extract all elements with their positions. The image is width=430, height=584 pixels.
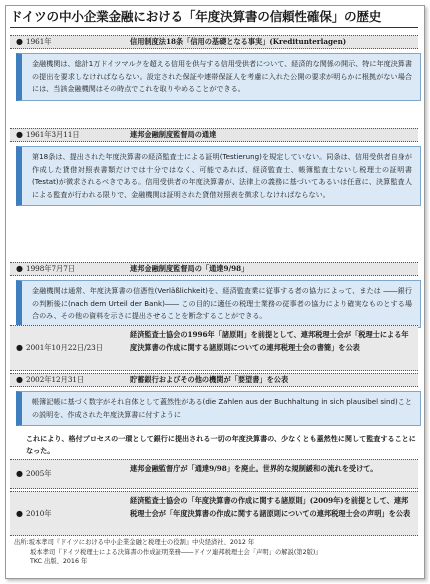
entry-detail-box: 第18条は、提出された年度決算書の経済監査士による証明(Testierung)を規定していない。同条は、信用受供者自身が作成した貸借対照表書類だけでは十分ではなく、可能であれば、経済監査士、帳簿監査士ないし税理士の証明書(Testat)が徴求されるべきである。信用受供者の年度決算書が、法律上の義務に基づいてあるいは任意に、決算監査人による監査が行われる限りで、金融機関は証明された貸借対照表を徴求しなければならない。 bbox=[16, 146, 421, 206]
bullet-icon: ● bbox=[16, 37, 23, 46]
bullet-icon: ● bbox=[16, 264, 23, 273]
entry-date: 1998年7月7日 bbox=[26, 264, 76, 273]
bullet-icon: ● bbox=[16, 469, 23, 478]
source-line-1: 出所:坂本孝司『ドイツにおける中小企業金融と税理士の役割』中央経済社、2012 年 bbox=[14, 539, 255, 546]
timeline-header-2010 bbox=[10, 491, 418, 536]
entry-event: 連邦金融制度監督局の通達 bbox=[130, 130, 217, 139]
bullet-icon: ● bbox=[16, 509, 23, 518]
source-line-3: TKC 出版、2016 年 bbox=[30, 558, 88, 566]
entry-date: 2002年12月31日 bbox=[26, 375, 85, 384]
bullet-icon: ● bbox=[16, 375, 23, 384]
entry-event: 連邦金融制度監督局の「通達9/98」 bbox=[130, 264, 249, 273]
entry-event: 連邦金融監督庁が「通達9/98」を廃止。世界的な規制緩和の流れを受けて。 bbox=[130, 464, 378, 473]
timeline-header-2002 bbox=[10, 373, 418, 387]
timeline-header-2001 bbox=[10, 325, 418, 371]
timeline-header-1961 bbox=[10, 35, 418, 49]
timeline-header-1961-03-11 bbox=[10, 128, 418, 142]
entry-date: 2010年 bbox=[26, 509, 52, 518]
entry-detail-box: 金融機関は、総計1万ドイツマルクを超える信用を供与する信用受供者について、経済的な関係の開示、特に年度決算書の提出を要求しなければならない。設定された保証や連帯保証人を考慮に入れた公開の要求が明らかに根拠がない場合には、当該金融機関はその時点でこれを取りやめることができる。 bbox=[16, 53, 421, 101]
timeline-header-1998 bbox=[10, 262, 418, 276]
entry-date: 2005年 bbox=[26, 469, 52, 478]
entry-date: 1961年 bbox=[26, 37, 52, 46]
figure-title: ドイツの中小企業金融における「年度決算書の信頼性確保」の歴史 bbox=[10, 9, 382, 24]
entry-event: 経済監査士協会の「年度決算書の作成に関する諸原則」(2009年)を前提として、連邦税理士会が「年度決算書の作成に関する諸原則についての連邦税理士会の声明」を公表 bbox=[130, 496, 411, 518]
entry-detail-box: 金融機関は通常、年度決算書の信憑性(Verläßlichkeit)を、経済監査業に従事する者の協力によって、または ――銀行の判断後に(nach dem Urteil der Bank)―― この目的に適任の税理士業務の従事者の協力により確実なものとする場合のみ、その他の資料を示さに提出させることを断念することができる。 bbox=[16, 280, 421, 328]
entry-event: 経済監査士協会の1996年「諸原則」を前提として、連邦税理士会が「税理士による年度決算書の作成に関する諸原則についての連邦税理士会の書簡」を公表 bbox=[130, 330, 409, 352]
timeline-note: これにより、格付プロセスの一環として銀行に提出される一切の年度決算書の、少なくとも蓋然性に関して監査することになった。 bbox=[26, 434, 416, 455]
bullet-icon: ● bbox=[16, 130, 23, 139]
entry-date: 1961年3月11日 bbox=[26, 130, 80, 139]
title-divider bbox=[10, 27, 418, 28]
entry-event: 信用制度法18条「信用の基礎となる事実」(Kreditunterlagen) bbox=[130, 37, 347, 46]
entry-date: 2001年10月22日/23日 bbox=[26, 343, 103, 352]
entry-detail-box: 帳簿記帳に基づく数字がそれ自体として蓋然性がある(die Zahlen aus der Buchhaltung in sich plausibel sind)ことの説明を、作成された年度決算書に付すように bbox=[16, 391, 421, 426]
source-citation bbox=[14, 538, 414, 567]
source-line-2: 坂本孝司『ドイツ税理士による決算書の作成証明業務――ドイツ連邦税理士会「声明」の解説(第2版)』 bbox=[30, 548, 322, 556]
entry-event: 貯蓄銀行およびその他の機関が「要望書」を公表 bbox=[130, 375, 289, 384]
timeline-header-2005 bbox=[10, 459, 418, 489]
bullet-icon: ● bbox=[16, 343, 23, 352]
